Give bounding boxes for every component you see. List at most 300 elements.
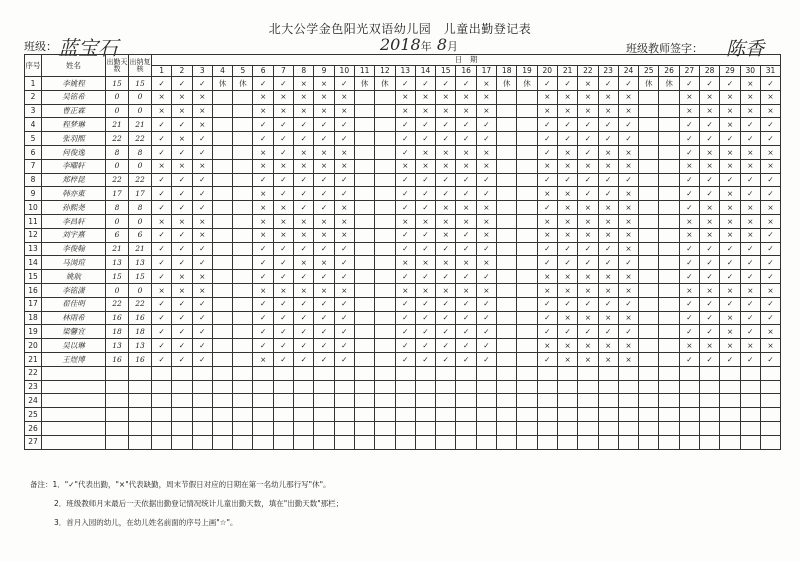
day-mark: ✓ (395, 173, 415, 187)
day-mark: 休 (212, 77, 232, 91)
day-mark: ✓ (436, 352, 456, 366)
day-mark (639, 145, 659, 159)
day-mark (720, 394, 740, 408)
child-name: 孙熙尧 (42, 201, 106, 215)
day-mark: × (618, 187, 638, 201)
day-mark (497, 380, 517, 394)
child-name: 姚航 (42, 270, 106, 284)
page-title: 北大公学金色阳光双语幼儿园 儿童出勤登记表 (268, 22, 532, 36)
attend-days: 15 (106, 270, 129, 284)
day-mark: × (700, 228, 720, 242)
day-mark (375, 104, 395, 118)
day-mark: × (760, 159, 780, 173)
row-index: 24 (25, 394, 42, 408)
child-name: 翟佳明 (42, 297, 106, 311)
day-mark: ✓ (192, 297, 212, 311)
day-mark: ✓ (700, 352, 720, 366)
day-mark (476, 435, 496, 449)
day-mark (517, 421, 537, 435)
day-mark (537, 380, 557, 394)
day-mark (253, 408, 273, 422)
day-mark (517, 270, 537, 284)
day-mark (456, 366, 476, 380)
teacher-label: 班级教师签字： (626, 42, 703, 55)
day-mark: × (537, 283, 557, 297)
day-mark (212, 256, 232, 270)
table-row (25, 187, 781, 201)
day-mark: ✓ (334, 270, 354, 284)
day-mark: × (456, 214, 476, 228)
day-mark: × (598, 270, 618, 284)
table-row (25, 366, 781, 380)
day-mark (375, 421, 395, 435)
day-mark: × (740, 339, 760, 353)
day-mark (639, 366, 659, 380)
day-mark: × (700, 214, 720, 228)
day-mark (720, 435, 740, 449)
day-mark: × (334, 104, 354, 118)
day-mark: ✓ (152, 187, 172, 201)
day-mark: × (152, 159, 172, 173)
day-mark: × (598, 311, 618, 325)
day-mark (415, 394, 435, 408)
day-mark (354, 242, 374, 256)
day-mark: × (192, 104, 212, 118)
check-days: 13 (129, 339, 152, 353)
day-mark: ✓ (598, 325, 618, 339)
day-mark: ✓ (436, 311, 456, 325)
day-mark (172, 366, 192, 380)
check-days: 21 (129, 242, 152, 256)
day-mark: × (720, 201, 740, 215)
attend-days: 21 (106, 118, 129, 132)
day-mark (273, 394, 293, 408)
check-days: 17 (129, 187, 152, 201)
day-mark: ✓ (334, 297, 354, 311)
day-mark: ✓ (598, 118, 618, 132)
day-mark (172, 380, 192, 394)
day-mark: × (436, 201, 456, 215)
day-mark: × (294, 283, 314, 297)
day-mark (334, 408, 354, 422)
day-mark: × (720, 311, 740, 325)
day-mark: ✓ (172, 339, 192, 353)
day-mark: ✓ (172, 145, 192, 159)
day-mark: ✓ (273, 270, 293, 284)
day-mark: × (618, 228, 638, 242)
day-mark: ✓ (618, 77, 638, 91)
day-mark: × (152, 283, 172, 297)
attend-days: 0 (106, 214, 129, 228)
day-mark (212, 339, 232, 353)
day-mark (740, 435, 760, 449)
day-mark: ✓ (679, 352, 699, 366)
child-name: 吴以琳 (42, 339, 106, 353)
child-name: 林雨希 (42, 311, 106, 325)
attend-days (106, 380, 129, 394)
day-mark: × (192, 214, 212, 228)
day-mark (639, 352, 659, 366)
day-mark: ✓ (700, 256, 720, 270)
day-mark: ✓ (618, 325, 638, 339)
day-mark: ✓ (760, 256, 780, 270)
day-header: 30 (740, 66, 760, 77)
day-mark: ✓ (537, 145, 557, 159)
day-mark (659, 104, 679, 118)
day-mark: ✓ (436, 325, 456, 339)
day-mark (354, 159, 374, 173)
day-mark: ✓ (314, 187, 334, 201)
day-mark (233, 242, 253, 256)
day-mark (497, 366, 517, 380)
day-mark: × (720, 325, 740, 339)
row-index: 13 (25, 242, 42, 256)
attend-days: 17 (106, 187, 129, 201)
day-mark (639, 187, 659, 201)
day-mark: × (578, 352, 598, 366)
day-mark: ✓ (720, 173, 740, 187)
day-mark: ✓ (578, 297, 598, 311)
day-header: 29 (720, 66, 740, 77)
day-mark (497, 311, 517, 325)
attend-days (106, 421, 129, 435)
day-mark: ✓ (314, 118, 334, 132)
day-mark: ✓ (334, 118, 354, 132)
day-mark (497, 118, 517, 132)
day-mark (354, 201, 374, 215)
day-mark: ✓ (415, 325, 435, 339)
day-mark (578, 421, 598, 435)
day-mark (314, 408, 334, 422)
day-mark (497, 187, 517, 201)
day-mark (375, 90, 395, 104)
day-mark (679, 435, 699, 449)
day-mark (294, 421, 314, 435)
day-mark (639, 270, 659, 284)
day-mark: ✓ (700, 242, 720, 256)
day-mark: ✓ (679, 311, 699, 325)
day-mark: × (294, 77, 314, 91)
day-mark (233, 380, 253, 394)
table-row (25, 339, 781, 353)
day-mark: ✓ (760, 352, 780, 366)
day-mark (212, 201, 232, 215)
table-row (25, 435, 781, 449)
day-mark (415, 421, 435, 435)
day-mark (517, 256, 537, 270)
col-header-attend: 出勤天数 (106, 55, 129, 77)
day-mark (497, 408, 517, 422)
day-mark: 休 (517, 77, 537, 91)
day-mark: ✓ (192, 201, 212, 215)
day-mark: ✓ (476, 339, 496, 353)
day-mark (740, 380, 760, 394)
day-mark (639, 394, 659, 408)
day-mark (212, 311, 232, 325)
day-mark (354, 283, 374, 297)
day-mark (557, 380, 577, 394)
day-mark (354, 104, 374, 118)
day-mark (760, 408, 780, 422)
attend-days: 13 (106, 256, 129, 270)
day-mark (598, 380, 618, 394)
day-mark: × (273, 201, 293, 215)
day-mark (375, 228, 395, 242)
day-mark: × (436, 159, 456, 173)
day-mark (517, 90, 537, 104)
day-mark: ✓ (618, 173, 638, 187)
day-mark: ✓ (273, 256, 293, 270)
day-mark (354, 228, 374, 242)
day-mark: ✓ (395, 187, 415, 201)
day-mark: × (415, 145, 435, 159)
day-mark: ✓ (172, 256, 192, 270)
table-row (25, 145, 781, 159)
day-mark (760, 421, 780, 435)
day-mark (354, 270, 374, 284)
attend-days (106, 408, 129, 422)
day-mark (700, 380, 720, 394)
day-mark: × (294, 90, 314, 104)
day-mark: × (436, 214, 456, 228)
day-mark: × (598, 159, 618, 173)
day-mark (294, 408, 314, 422)
day-mark: ✓ (253, 297, 273, 311)
day-mark (233, 421, 253, 435)
day-mark (659, 242, 679, 256)
day-mark (497, 435, 517, 449)
day-mark: ✓ (253, 77, 273, 91)
day-mark (659, 435, 679, 449)
day-mark: ✓ (537, 173, 557, 187)
row-index: 16 (25, 283, 42, 297)
day-mark (517, 118, 537, 132)
day-mark (436, 435, 456, 449)
day-mark: × (598, 228, 618, 242)
day-mark: × (578, 270, 598, 284)
day-mark (517, 325, 537, 339)
day-mark: ✓ (618, 118, 638, 132)
day-mark: ✓ (152, 77, 172, 91)
day-mark (517, 242, 537, 256)
day-mark: ✓ (578, 145, 598, 159)
day-mark: ✓ (436, 339, 456, 353)
day-mark (375, 145, 395, 159)
day-mark (233, 159, 253, 173)
day-mark (618, 435, 638, 449)
day-mark (497, 104, 517, 118)
child-name: 李铭潇 (42, 283, 106, 297)
day-mark: × (618, 270, 638, 284)
day-mark (740, 366, 760, 380)
day-mark: ✓ (273, 297, 293, 311)
day-mark (212, 242, 232, 256)
day-mark: × (334, 214, 354, 228)
day-mark: × (740, 214, 760, 228)
child-name: 何俊逸 (42, 145, 106, 159)
row-index: 5 (25, 132, 42, 146)
day-mark (233, 173, 253, 187)
day-mark (497, 132, 517, 146)
day-mark (639, 104, 659, 118)
day-mark (273, 380, 293, 394)
day-mark: × (700, 145, 720, 159)
day-header: 6 (253, 66, 273, 77)
day-mark: × (618, 283, 638, 297)
check-days (129, 421, 152, 435)
day-mark: ✓ (172, 228, 192, 242)
day-mark: ✓ (294, 339, 314, 353)
day-header: 16 (456, 66, 476, 77)
day-mark (557, 421, 577, 435)
day-mark: 休 (639, 77, 659, 91)
day-mark (354, 90, 374, 104)
day-mark: ✓ (152, 118, 172, 132)
day-mark (395, 394, 415, 408)
day-mark: × (395, 159, 415, 173)
day-mark: ✓ (273, 77, 293, 91)
day-mark (537, 408, 557, 422)
day-mark (720, 380, 740, 394)
check-days: 22 (129, 297, 152, 311)
day-mark: × (415, 214, 435, 228)
day-mark: ✓ (557, 325, 577, 339)
day-mark (517, 394, 537, 408)
child-name: 李曜轩 (42, 159, 106, 173)
row-index: 15 (25, 270, 42, 284)
day-mark: ✓ (760, 77, 780, 91)
row-index: 6 (25, 145, 42, 159)
day-mark: ✓ (537, 325, 557, 339)
day-mark: ✓ (192, 242, 212, 256)
day-mark: ✓ (415, 270, 435, 284)
day-mark: × (294, 256, 314, 270)
day-header: 9 (314, 66, 334, 77)
day-mark: × (314, 159, 334, 173)
day-mark (497, 90, 517, 104)
month-value: 8 (436, 35, 447, 54)
day-mark (375, 242, 395, 256)
table-row (25, 380, 781, 394)
day-mark (354, 366, 374, 380)
day-mark (375, 214, 395, 228)
day-mark (375, 352, 395, 366)
day-mark (436, 366, 456, 380)
day-mark: × (740, 104, 760, 118)
day-mark: × (720, 90, 740, 104)
day-mark (456, 435, 476, 449)
day-mark: × (152, 90, 172, 104)
day-mark (659, 132, 679, 146)
day-mark (497, 325, 517, 339)
day-mark (497, 339, 517, 353)
day-mark (517, 408, 537, 422)
day-mark (212, 325, 232, 339)
check-days: 15 (129, 270, 152, 284)
day-mark (557, 366, 577, 380)
day-mark: ✓ (700, 311, 720, 325)
year-suffix: 年 (420, 40, 432, 53)
check-days: 0 (129, 159, 152, 173)
day-mark (639, 311, 659, 325)
day-mark: ✓ (740, 270, 760, 284)
day-mark: × (740, 283, 760, 297)
day-mark: × (314, 90, 334, 104)
day-mark (233, 145, 253, 159)
note-1: 备注：1．"✓"代表出勤，"×"代表缺勤，周末节假日对应的日期在第一名幼儿那行写"休"。 (30, 480, 331, 489)
day-mark: × (172, 283, 192, 297)
day-mark (476, 380, 496, 394)
day-mark: × (334, 145, 354, 159)
day-mark: × (456, 283, 476, 297)
day-mark: × (395, 90, 415, 104)
day-mark (639, 283, 659, 297)
day-mark (395, 408, 415, 422)
day-mark (172, 435, 192, 449)
day-mark (517, 159, 537, 173)
day-mark: 休 (659, 77, 679, 91)
col-header-check: 出纳复核 (129, 55, 152, 77)
day-mark: ✓ (760, 173, 780, 187)
day-mark: × (720, 118, 740, 132)
day-mark (456, 380, 476, 394)
table-row (25, 77, 781, 91)
day-mark (639, 118, 659, 132)
day-mark: ✓ (557, 242, 577, 256)
day-header: 14 (415, 66, 435, 77)
day-mark (395, 435, 415, 449)
day-mark: ✓ (253, 242, 273, 256)
day-mark: ✓ (476, 187, 496, 201)
day-mark (497, 201, 517, 215)
day-mark: ✓ (253, 132, 273, 146)
day-mark (192, 435, 212, 449)
day-mark (598, 408, 618, 422)
day-mark (456, 408, 476, 422)
check-days: 22 (129, 132, 152, 146)
day-mark: × (557, 228, 577, 242)
day-mark: ✓ (294, 201, 314, 215)
day-mark: ✓ (679, 256, 699, 270)
child-name: 李俊翰 (42, 242, 106, 256)
day-mark: ✓ (152, 325, 172, 339)
day-mark (578, 435, 598, 449)
day-mark: × (456, 256, 476, 270)
child-name: 李姚程 (42, 77, 106, 91)
day-mark: × (760, 201, 780, 215)
day-mark: 休 (497, 77, 517, 91)
day-mark (354, 408, 374, 422)
day-mark: ✓ (700, 325, 720, 339)
day-mark: ✓ (476, 242, 496, 256)
day-mark: ✓ (436, 118, 456, 132)
day-mark (375, 270, 395, 284)
day-mark (354, 352, 374, 366)
day-mark (659, 228, 679, 242)
day-mark: ✓ (415, 228, 435, 242)
day-mark (314, 435, 334, 449)
day-mark (212, 145, 232, 159)
day-mark: ✓ (152, 242, 172, 256)
day-header: 23 (598, 66, 618, 77)
day-mark (212, 421, 232, 435)
check-days: 16 (129, 352, 152, 366)
day-mark: × (192, 90, 212, 104)
day-mark: × (456, 201, 476, 215)
day-mark: × (618, 214, 638, 228)
day-mark (497, 228, 517, 242)
day-mark: ✓ (760, 187, 780, 201)
